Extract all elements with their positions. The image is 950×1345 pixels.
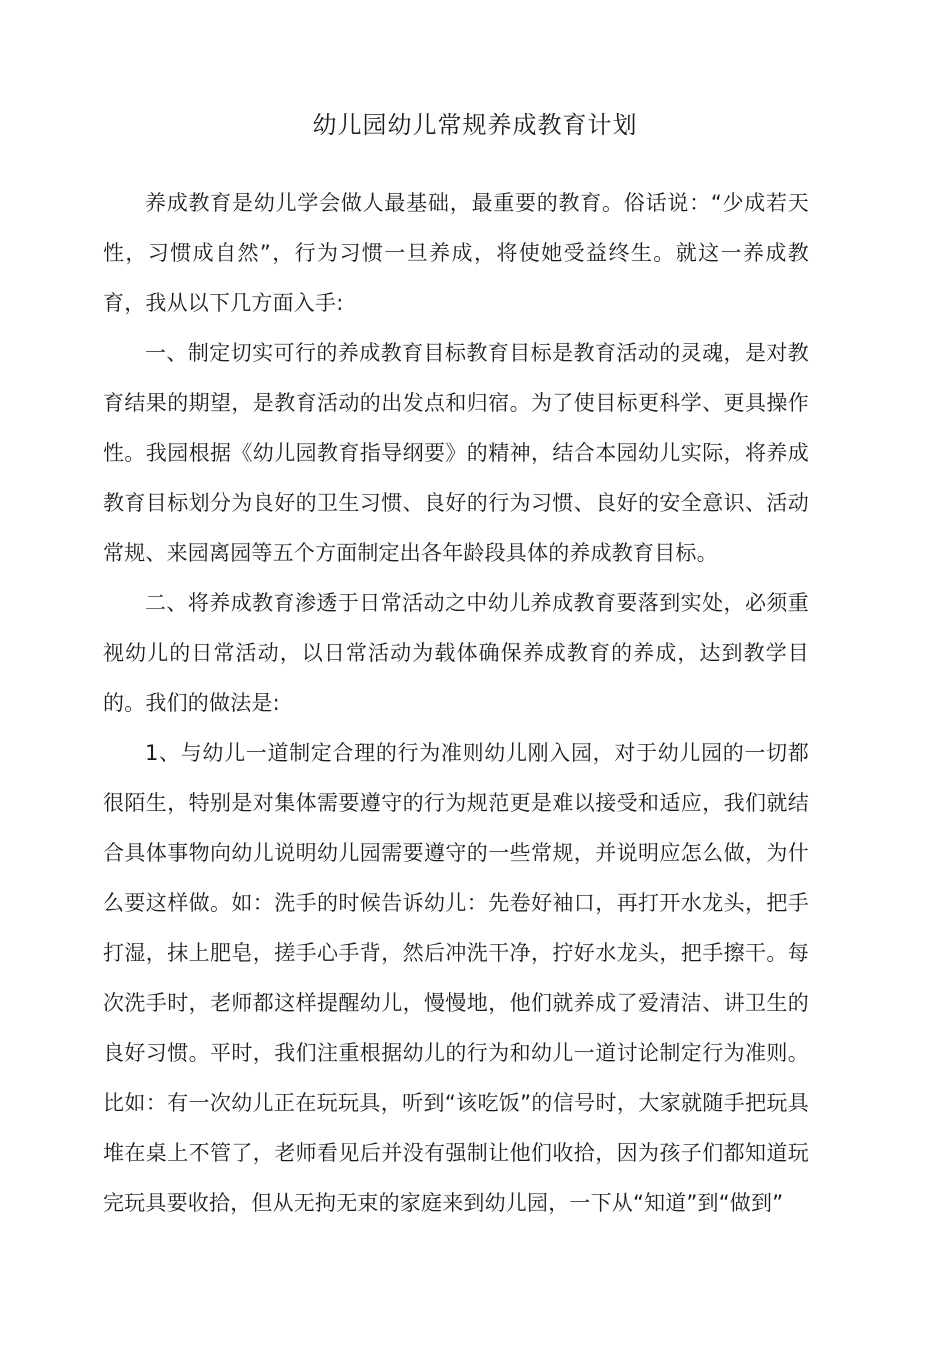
paragraph-item-1: 1、与幼儿一道制定合理的行为准则幼儿刚入园，对于幼儿园的一切都很陌生，特别是对集体需要遵守的行为规范更是难以接受和适应，我们就结合具体事物向幼儿说明幼儿园需要遵守的一些常规，并说明应怎么做，为什么要这样做。如：洗手的时候告诉幼儿：先卷好袖口，再打开水龙头，把手打湿，抹上肥皂，搓手心手背，然后冲洗干净，拧好水龙头，把手擦干。每次洗手时，老师都这样提醒幼儿，慢慢地，他们就养成了爱清洁、讲卫生的良好习惯。平时，我们注重根据幼儿的行为和幼儿一道讨论制定行为准则。比如：有一次幼儿正在玩玩具，听到“该吃饭”的信号时，大家就随手把玩具堆在桌上不管了，老师看见后并没有强制让他们收拾，因为孩子们都知道玩完玩具要收拾，但从无拘无束的家庭来到幼儿园，一下从“知道”到“做到” [103, 741, 809, 1215]
paragraph-intro: 养成教育是幼儿学会做人最基础，最重要的教育。俗话说：“少成若天性，习惯成自然”，行为习惯一旦养成，将使她受益终生。就这一养成教育，我从以下几方面入手: [103, 191, 809, 315]
document-body [103, 178, 809, 1228]
paragraph-section-1: 一、制定切实可行的养成教育目标教育目标是教育活动的灵魂，是对教育结果的期望，是教育活动的出发点和归宿。为了使目标更科学、更具操作性。我园根据《幼儿园教育指导纲要》的精神，结合本园幼儿实际，将养成教育目标划分为良好的卫生习惯、良好的行为习惯、良好的安全意识、活动常规、来园离园等五个方面制定出各年龄段具体的养成教育目标。 [103, 341, 809, 565]
paragraph-section-2: 二、将养成教育渗透于日常活动之中幼儿养成教育要落到实处，必须重视幼儿的日常活动，以日常活动为载体确保养成教育的养成，达到教学目的。我们的做法是: [103, 591, 809, 715]
document-title: 幼儿园幼儿常规养成教育计划 [312, 111, 638, 139]
